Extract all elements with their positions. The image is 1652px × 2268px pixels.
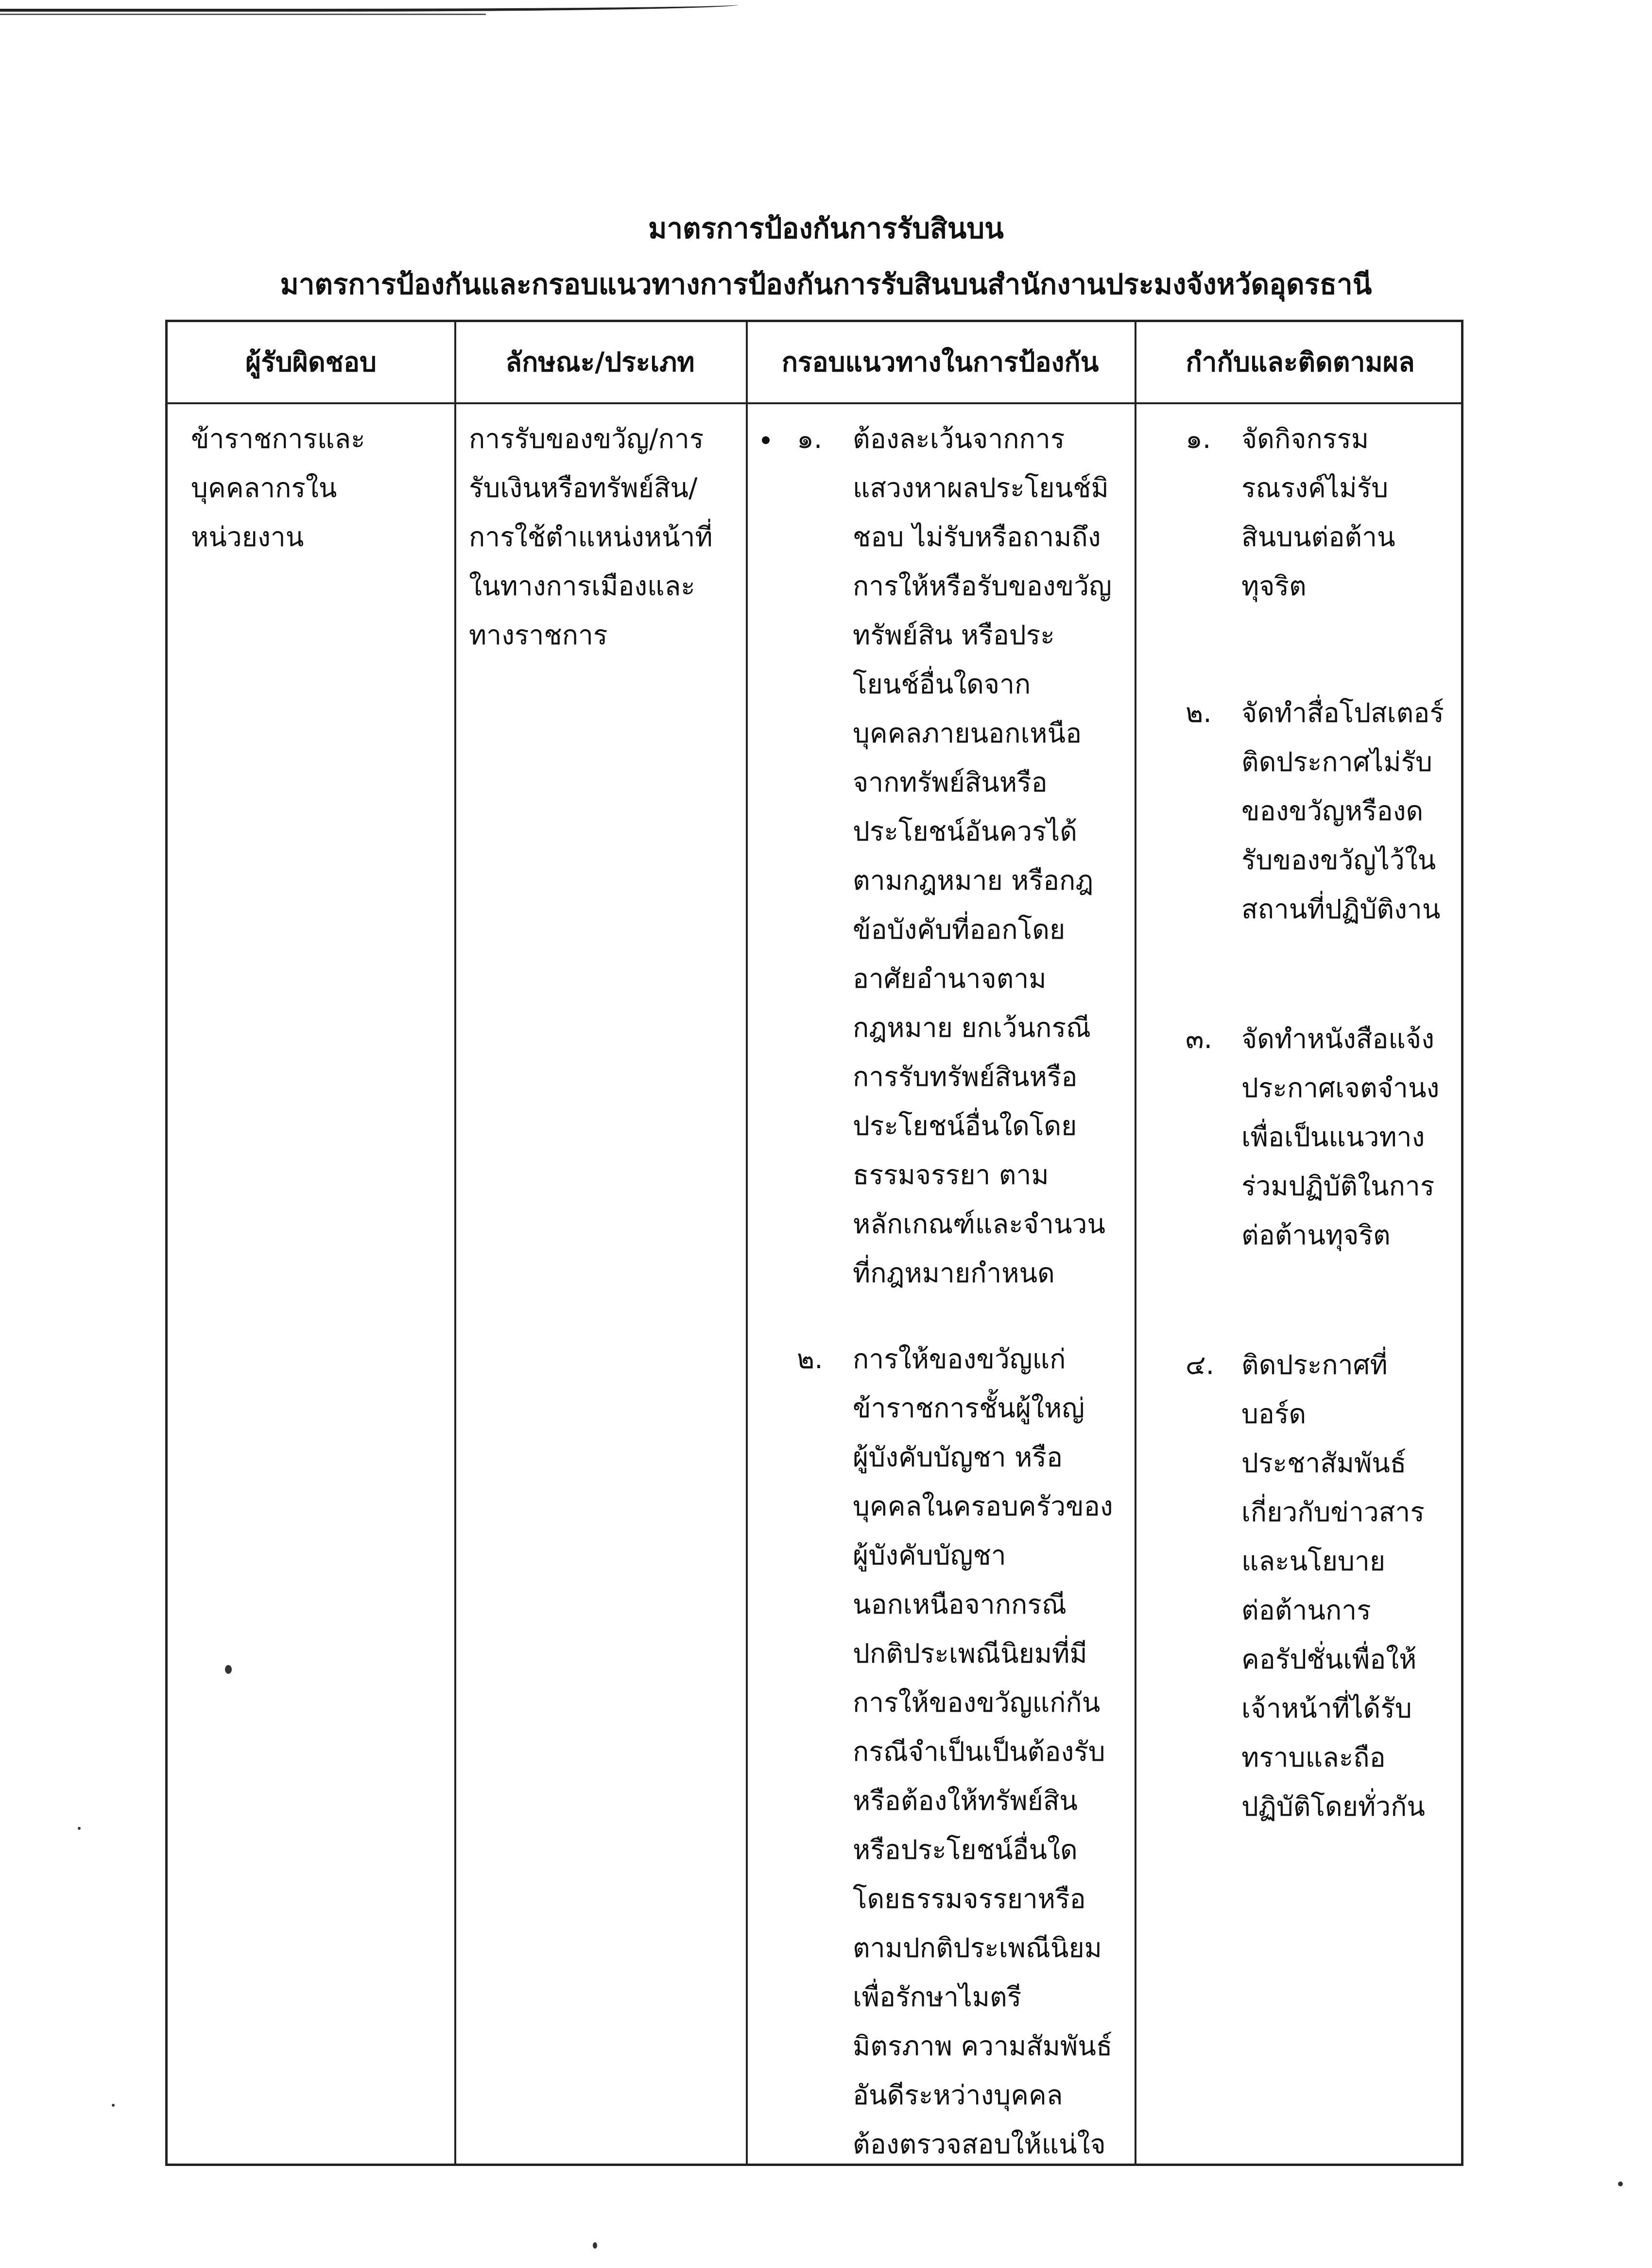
prevention-line: โดยธรรมจรรยาหรือ (853, 1883, 1086, 1914)
monitoring-number: ๑. (1186, 423, 1211, 454)
scan-speck (225, 1665, 232, 1674)
prevention-line: ประโยชน์อื่นใดโดย (853, 1110, 1077, 1141)
monitoring-line: รับของขวัญไว้ใน (1241, 844, 1436, 876)
monitoring-line: ติดประกาศไม่รับ (1241, 746, 1432, 777)
prevention-line: มิตรภาพ ความสัมพันธ์ (853, 2030, 1113, 2062)
cell-prevention (797, 414, 1113, 2169)
monitoring-line: ติดประกาศที่ (1241, 1349, 1388, 1380)
monitoring-line: ปฏิบัติโดยทั่วกัน (1241, 1791, 1425, 1822)
prevention-line: ตามกฎหมาย หรือกฎ (853, 865, 1094, 896)
prevention-item (797, 414, 1113, 1298)
monitoring-line: จัดกิจกรรม (1241, 423, 1369, 454)
prevention-number: ๒. (797, 1343, 823, 1375)
monitoring-line: บอร์ด (1241, 1398, 1307, 1429)
prevention-line: นอกเหนือจากกรณี (853, 1589, 1067, 1620)
monitoring-line: เจ้าหน้าที่ได้รับ (1241, 1693, 1412, 1724)
prevention-line: ประโยชน์อันควรได้ (853, 816, 1077, 847)
header-prevention: กรอบแนวทางในการป้องกัน (781, 346, 1099, 378)
prevention-line: ต้องตรวจสอบให้แน่ใจ (853, 2129, 1106, 2160)
responsible-line: ข้าราชการและ (191, 423, 365, 454)
prevention-line: ผู้บังคับบัญชา หรือ (853, 1442, 1063, 1473)
prevention-line: อาศัยอำนาจตาม (853, 963, 1047, 994)
prevention-line: ตามปกติประเพณีนิยม (853, 1932, 1102, 1963)
cell-responsible (191, 414, 365, 562)
column-divider (454, 322, 456, 2164)
monitoring-line: ต่อต้านการ (1241, 1595, 1371, 1626)
monitoring-line: สินบนต่อต้าน (1241, 521, 1395, 552)
monitoring-line: ทุจริต (1241, 570, 1307, 601)
prevention-line: บุคคลในครอบครัวของ (853, 1491, 1113, 1522)
prevention-line: ธรรมจรรยา ตาม (853, 1159, 1049, 1190)
cell-type (469, 414, 713, 660)
prevention-line: ทรัพย์สิน หรือประ (853, 619, 1055, 651)
cell-monitoring (1186, 414, 1444, 1831)
monitoring-line: ทราบและถือ (1241, 1742, 1386, 1773)
scan-speck (78, 1827, 81, 1830)
type-line: ทางราชการ (469, 619, 608, 651)
bullet-mark (762, 436, 770, 444)
monitoring-item (1186, 1340, 1444, 1831)
prevention-line: ที่กฎหมายกำหนด (853, 1257, 1055, 1289)
prevention-line: กรณีจำเป็นเป็นต้องรับ (853, 1736, 1105, 1767)
scan-speck (112, 2104, 115, 2107)
monitoring-line: ต่อต้านทุจริต (1241, 1220, 1391, 1251)
monitoring-line: ของขวัญหรืองด (1241, 795, 1424, 826)
monitoring-number: ๔. (1186, 1349, 1215, 1380)
monitoring-line: ประชาสัมพันธ์ (1241, 1447, 1407, 1478)
monitoring-line: เกี่ยวกับข่าวสาร (1241, 1496, 1425, 1528)
monitoring-line: สถานที่ปฏิบัติงาน (1241, 893, 1441, 925)
header-monitoring: กำกับและติดตามผล (1186, 346, 1415, 378)
scan-edge-mark (0, 0, 739, 12)
prevention-line: กฎหมาย ยกเว้นกรณี (853, 1012, 1091, 1043)
monitoring-line: คอรัปชั่นเพื่อให้ (1241, 1644, 1417, 1675)
prevention-line: จากทรัพย์สินหรือ (853, 767, 1048, 798)
scan-edge-line (0, 14, 486, 15)
monitoring-number: ๒. (1186, 697, 1212, 728)
monitoring-item (1186, 1014, 1444, 1260)
monitoring-item (1186, 688, 1444, 934)
monitoring-line: และนโยบาย (1241, 1546, 1386, 1577)
responsible-line: หน่วยงาน (191, 521, 304, 552)
measures-table (165, 320, 1463, 2166)
prevention-line: หรือประโยชน์อื่นใด (853, 1834, 1078, 1865)
prevention-line: โยนช์อื่นใดจาก (853, 669, 1031, 700)
monitoring-line: เพื่อเป็นแนวทาง (1241, 1121, 1425, 1152)
monitoring-item (1186, 414, 1444, 611)
prevention-line: การให้ของขวัญแก่กัน (853, 1687, 1101, 1718)
prevention-line: ข้าราชการชั้นผู้ใหญ่ (853, 1392, 1085, 1424)
prevention-line: หรือต้องให้ทรัพย์สิน (853, 1785, 1078, 1816)
type-line: ในทางการเมืองและ (469, 570, 695, 601)
prevention-line: อันดีระหว่างบุคคล (853, 2079, 1063, 2111)
prevention-line: ชอบ ไม่รับหรือถามถึง (853, 521, 1101, 552)
prevention-line: หลักเกณฑ์และจำนวน (853, 1208, 1105, 1239)
prevention-line: การให้ของขวัญแก่ (853, 1343, 1066, 1375)
scan-speck (1618, 2182, 1623, 2186)
prevention-item (797, 1335, 1113, 2169)
prevention-line: เพื่อรักษาไมตรี (853, 1981, 1022, 2012)
prevention-line: ผู้บังคับบัญชา (853, 1540, 1006, 1571)
document-subtitle: มาตรการป้องกันและกรอบแนวทางการป้องกันการรับสินบนสำนักงานประมงจังหวัดอุดรธานี (280, 268, 1372, 301)
header-responsible: ผู้รับผิดชอบ (245, 346, 377, 378)
monitoring-number: ๓. (1186, 1023, 1213, 1054)
column-divider (1135, 322, 1136, 2164)
prevention-line: การให้หรือรับของขวัญ (853, 570, 1112, 601)
prevention-number: ๑. (797, 423, 823, 454)
monitoring-line: ร่วมปฏิบัติในการ (1241, 1170, 1435, 1202)
monitoring-line: รณรงค์ไม่รับ (1241, 472, 1389, 503)
prevention-line: ข้อบังคับที่ออกโดย (853, 914, 1066, 945)
monitoring-line: ประกาศเจตจำนง (1241, 1072, 1440, 1103)
prevention-line: แสวงหาผลประโยนช์มิ (853, 472, 1109, 503)
prevention-line: ปกติประเพณีนิยมที่มี (853, 1638, 1087, 1669)
type-line: รับเงินหรือทรัพย์สิน/ (469, 472, 698, 503)
document-title: มาตรการป้องกันการรับสินบน (648, 212, 1004, 245)
header-type: ลักษณะ/ประเภท (505, 346, 695, 378)
monitoring-line: จัดทำสื่อโปสเตอร์ (1241, 697, 1444, 728)
scan-speck (593, 2242, 597, 2249)
column-divider (746, 322, 748, 2164)
prevention-line: บุคคลภายนอกเหนือ (853, 718, 1082, 749)
type-line: การใช้ตำแหน่งหน้าที่ (469, 521, 713, 552)
header-divider (168, 402, 1461, 404)
monitoring-line: จัดทำหนังสือแจ้ง (1241, 1023, 1434, 1054)
responsible-line: บุคคลากรใน (191, 472, 337, 503)
prevention-line: การรับทรัพย์สินหรือ (853, 1061, 1078, 1092)
type-line: การรับของขวัญ/การ (469, 423, 704, 454)
prevention-line: ต้องละเว้นจากการ (853, 423, 1065, 454)
